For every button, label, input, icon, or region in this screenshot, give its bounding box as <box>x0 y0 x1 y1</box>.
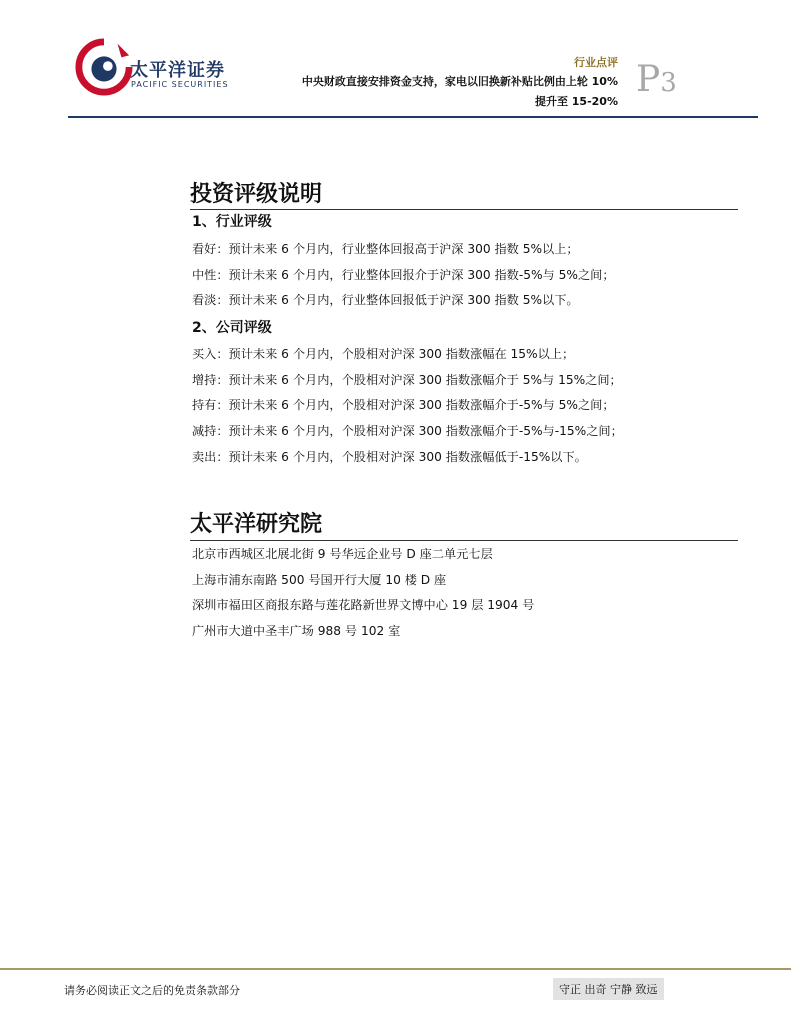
rating-heading-rule <box>190 209 738 210</box>
company-rating-item: 增持：预计未来 6 个月内，个股相对沪深 300 指数涨幅介于 5%与 15%之间； <box>192 373 622 387</box>
footer-disclaimer: 请务必阅读正文之后的免责条款部分 <box>64 984 240 997</box>
rating-heading: 投资评级说明 <box>190 182 323 207</box>
institute-address: 广州市大道中圣丰广场 988 号 102 室 <box>192 624 401 638</box>
report-title-line2: 提升至 15-20% <box>534 95 618 108</box>
company-rating-heading: 2、公司评级 <box>192 320 272 336</box>
institute-heading-rule <box>190 540 738 541</box>
industry-rating-item: 看淡：预计未来 6 个月内，行业整体回报低于沪深 300 指数 5%以下。 <box>192 293 579 307</box>
logo-text-cn: 太平洋证券 <box>130 60 225 81</box>
report-category: 行业点评 <box>574 56 618 69</box>
page-number-value: 3 <box>660 68 677 98</box>
institute-heading: 太平洋研究院 <box>190 512 323 537</box>
company-rating-item: 减持：预计未来 6 个月内，个股相对沪深 300 指数涨幅介于-5%与-15%之间； <box>192 424 623 438</box>
institute-address: 北京市西城区北展北街 9 号华远企业号 D 座二单元七层 <box>192 547 493 561</box>
footer-motto: 守正 出奇 宁静 致远 <box>553 978 664 1000</box>
logo-text-en: PACIFIC SECURITIES <box>131 80 229 89</box>
industry-rating-item: 中性：预计未来 6 个月内，行业整体回报介于沪深 300 指数-5%与 5%之间； <box>192 268 615 282</box>
page-number <box>636 59 677 100</box>
footer-divider <box>0 968 791 970</box>
industry-rating-heading: 1、行业评级 <box>192 214 272 230</box>
company-rating-item: 持有：预计未来 6 个月内，个股相对沪深 300 指数涨幅介于-5%与 5%之间； <box>192 398 615 412</box>
company-rating-item: 买入：预计未来 6 个月内，个股相对沪深 300 指数涨幅在 15%以上； <box>192 347 575 361</box>
institute-address: 上海市浦东南路 500 号国开行大厦 10 楼 D 座 <box>192 573 447 587</box>
report-title-line1: 中央财政直接安排资金支持，家电以旧换新补贴比例由上轮 10% <box>301 75 618 88</box>
page-header <box>0 0 791 125</box>
industry-rating-item: 看好：预计未来 6 个月内，行业整体回报高于沪深 300 指数 5%以上； <box>192 242 579 256</box>
pacific-securities-logo-icon <box>75 38 133 96</box>
company-rating-item: 卖出：预计未来 6 个月内，个股相对沪深 300 指数涨幅低于-15%以下。 <box>192 450 587 464</box>
institute-address: 深圳市福田区商报东路与莲花路新世界文博中心 19 层 1904 号 <box>192 598 535 612</box>
page-letter: P <box>636 59 661 100</box>
header-divider <box>68 116 758 118</box>
